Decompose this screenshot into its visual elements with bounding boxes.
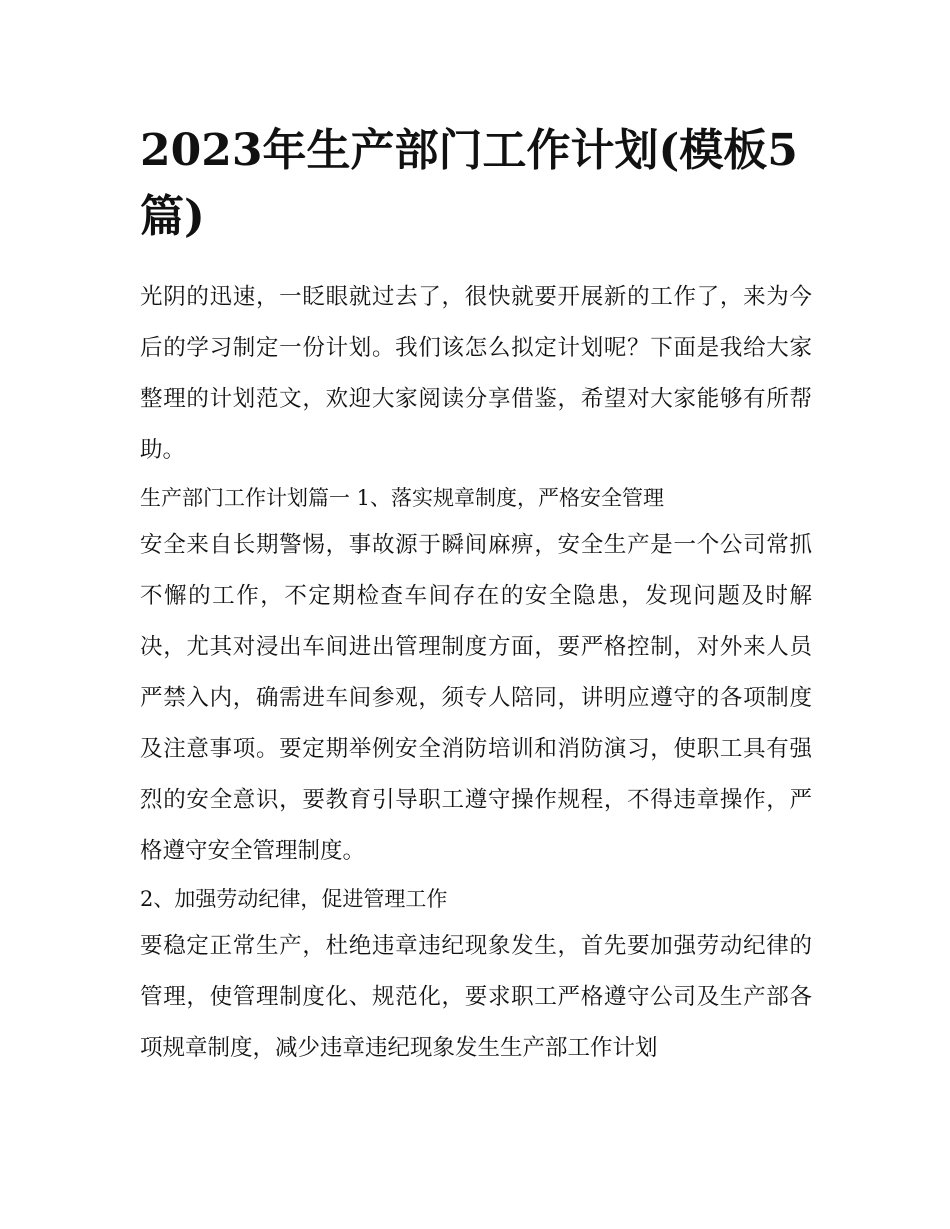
section-heading-1: 生产部门工作计划篇一 1、落实规章制度，严格安全管理 (140, 486, 665, 510)
section-heading-2: 2、加强劳动纪律，促进管理工作 (140, 887, 448, 911)
safety-paragraph: 安全来自长期警惕，事故源于瞬间麻痹，安全生产是一个公司常抓不懈的工作，不定期检查车间存在的安全隐患，发现问题及时解决，尤其对浸出车间进出管理制度方面，要严格控制，对外来人员严禁入内，确需进车间参观，须专人陪同，讲明应遵守的各项制度及注意事项。要定期举例安全消防培训和消防演习，使职工具有强烈的安全意识，要教育引导职工遵守操作规程，不得违章操作，严格遵守安全管理制度。 (140, 532, 812, 864)
intro-paragraph: 光阴的迅速，一眨眼就过去了，很快就要开展新的工作了，来为今后的学习制定一份计划。我们该怎么拟定计划呢？下面是我给大家整理的计划范文，欢迎大家阅读分享借鉴，希望对大家能够有所帮助。 (140, 284, 812, 463)
document-title: 2023年生产部门工作计划(模板5篇) (140, 125, 798, 242)
discipline-paragraph: 要稳定正常生产，杜绝违章违纪现象发生，首先要加强劳动纪律的管理，使管理制度化、规范化，要求职工严格遵守公司及生产部各项规章制度，减少违章违纪现象发生生产部工作计划 (140, 933, 812, 1061)
document-content (140, 118, 812, 1074)
document-body (140, 272, 812, 1074)
